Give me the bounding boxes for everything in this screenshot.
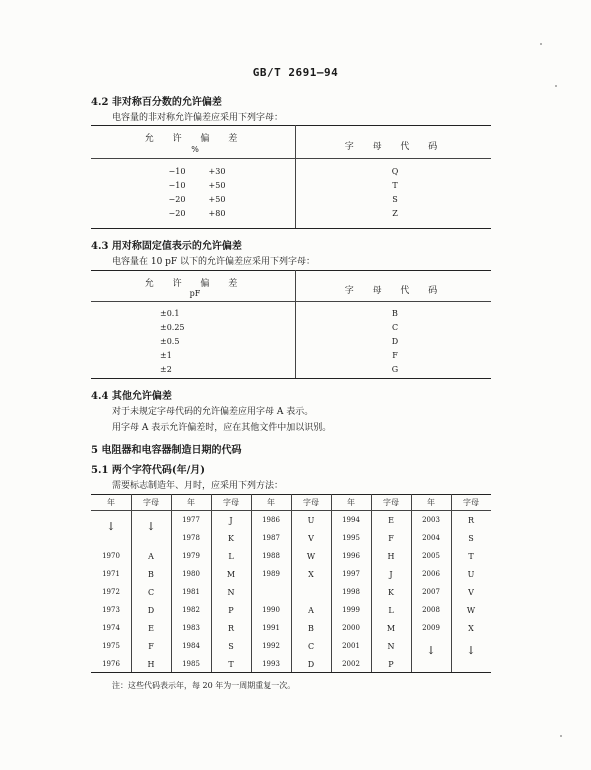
month-letter: P <box>388 660 394 669</box>
standard-code: GB/T 2691—94 <box>252 66 339 79</box>
month-letter: T <box>228 660 234 669</box>
month-letter: N <box>227 588 235 597</box>
year-value: 1988 <box>262 552 280 560</box>
year-value: 1984 <box>182 642 200 650</box>
header-letter: 字母 <box>143 498 159 507</box>
section-4-3-title: 4.3 用对称固定值表示的允许偏差 <box>91 241 242 252</box>
year-value: 1973 <box>102 606 120 614</box>
tolerance-value: ±0.1 <box>160 309 180 318</box>
tolerance-lower: −20 <box>168 209 186 218</box>
year-value: 1991 <box>262 624 280 632</box>
table-4-3-unit: pF <box>189 289 201 298</box>
down-arrow-icon: ↓ <box>426 644 436 657</box>
month-letter: E <box>388 516 394 525</box>
header-year: 年 <box>267 498 275 507</box>
year-value: 2006 <box>422 570 440 578</box>
year-value: 1994 <box>342 516 360 524</box>
table-4-2-unit: % <box>191 145 199 154</box>
month-letter: A <box>148 552 154 561</box>
section-4-2-intro: 电容量的非对称允许偏差应采用下列字母： <box>112 113 284 123</box>
scan-speck <box>555 85 557 87</box>
month-letter: U <box>467 570 475 579</box>
year-value: 1995 <box>342 534 360 542</box>
month-letter: B <box>308 624 314 633</box>
month-letter: V <box>308 534 314 543</box>
year-value: 1978 <box>182 534 200 542</box>
month-letter: V <box>468 588 474 597</box>
letter-code: F <box>392 351 398 360</box>
tolerance-lower: −10 <box>168 181 186 190</box>
tolerance-value: ±2 <box>160 365 172 374</box>
year-value: 1972 <box>102 588 120 596</box>
year-value: 1976 <box>102 660 120 668</box>
down-arrow-icon: ↓ <box>466 644 476 657</box>
year-value: 2009 <box>422 624 440 632</box>
letter-code: Z <box>392 209 398 218</box>
table-4-2-col-code: 字 母 代 码 <box>344 142 446 152</box>
month-letter: D <box>147 606 155 615</box>
letter-code: Q <box>391 167 399 176</box>
year-value: 1998 <box>342 588 360 596</box>
down-arrow-icon: ↓ <box>106 520 116 533</box>
year-value: 2004 <box>422 534 440 542</box>
month-letter: F <box>388 534 394 543</box>
tolerance-lower: −20 <box>168 195 186 204</box>
table-4-3-header-rule <box>91 301 491 302</box>
year-value: 1980 <box>182 570 200 578</box>
year-value: 1977 <box>182 516 200 524</box>
year-value: 1992 <box>262 642 280 650</box>
table-4-2-top-rule <box>91 125 491 126</box>
year-value: 1990 <box>262 606 280 614</box>
table-4-3-divider <box>295 270 296 378</box>
month-letter: C <box>307 642 315 651</box>
tolerance-upper: +50 <box>208 181 226 190</box>
table-4-2-col-tolerance: 允 许 偏 差 <box>144 134 246 144</box>
section-4-4-line-1: 对于未规定字母代码的允许偏差应用字母 A 表示。 <box>112 407 314 417</box>
tolerance-value: ±1 <box>160 351 172 360</box>
year-value: 1983 <box>182 624 200 632</box>
table-4-2-divider <box>295 125 296 228</box>
header-year: 年 <box>427 498 435 507</box>
section-4-3-intro: 电容量在 10 pF 以下的允许偏差应采用下列字母： <box>112 257 316 267</box>
year-value: 2007 <box>422 588 440 596</box>
month-letter: U <box>307 516 315 525</box>
tolerance-upper: +80 <box>208 209 226 218</box>
tolerance-upper: +30 <box>208 167 226 176</box>
month-letter: W <box>466 606 476 615</box>
month-letter: L <box>388 606 394 615</box>
year-value: 1970 <box>102 552 120 560</box>
table-4-2-bottom-rule <box>91 228 491 229</box>
year-value: 2005 <box>422 552 440 560</box>
table-4-3-bottom-rule <box>91 378 491 379</box>
year-value: 2003 <box>422 516 440 524</box>
year-value: 2008 <box>422 606 440 614</box>
tolerance-upper: +50 <box>208 195 226 204</box>
tolerance-value: ±0.25 <box>160 323 185 332</box>
year-table-bottom-rule <box>91 672 491 673</box>
month-letter: L <box>228 552 234 561</box>
month-letter: J <box>229 516 233 525</box>
year-value: 1999 <box>342 606 360 614</box>
year-value: 1989 <box>262 570 280 578</box>
header-letter: 字母 <box>303 498 319 507</box>
year-value: 1974 <box>102 624 120 632</box>
year-value: 1971 <box>102 570 120 578</box>
month-letter: H <box>147 660 155 669</box>
month-letter: J <box>389 570 393 579</box>
header-letter: 字母 <box>383 498 399 507</box>
section-5-1-intro: 需要标志制造年、月时，应采用下列方法： <box>112 481 284 491</box>
month-letter: M <box>386 624 396 633</box>
month-letter: S <box>468 534 474 543</box>
header-year: 年 <box>187 498 195 507</box>
down-arrow-icon: ↓ <box>146 520 156 533</box>
table-4-2-header-rule <box>91 158 491 159</box>
letter-code: D <box>391 337 399 346</box>
year-value: 1982 <box>182 606 200 614</box>
month-letter: W <box>306 552 316 561</box>
year-value: 1981 <box>182 588 200 596</box>
month-letter: T <box>468 552 474 561</box>
year-value: 2001 <box>342 642 360 650</box>
letter-code: T <box>392 181 398 190</box>
year-value: 1975 <box>102 642 120 650</box>
letter-code: S <box>392 195 398 204</box>
month-letter: N <box>387 642 395 651</box>
month-letter: X <box>308 570 314 579</box>
letter-code: G <box>391 365 399 374</box>
table-4-3-top-rule <box>91 270 491 271</box>
month-letter: X <box>468 624 474 633</box>
month-letter: K <box>228 534 234 543</box>
section-5-title: 5 电阻器和电容器制造日期的代码 <box>91 445 242 456</box>
letter-code: B <box>392 309 398 318</box>
table-4-3-col-tolerance: 允 许 偏 差 <box>144 279 246 289</box>
month-letter: P <box>228 606 234 615</box>
month-letter: S <box>228 642 234 651</box>
month-letter: R <box>227 624 235 633</box>
year-value: 2000 <box>342 624 360 632</box>
header-year: 年 <box>107 498 115 507</box>
year-value: 1997 <box>342 570 360 578</box>
section-4-2-title: 4.2 非对称百分数的允许偏差 <box>91 97 222 108</box>
month-letter: C <box>147 588 155 597</box>
year-value: 1985 <box>182 660 200 668</box>
month-letter: D <box>307 660 315 669</box>
year-value: 2002 <box>342 660 360 668</box>
letter-code: C <box>391 323 399 332</box>
year-value: 1996 <box>342 552 360 560</box>
header-letter: 字母 <box>223 498 239 507</box>
header-year: 年 <box>347 498 355 507</box>
section-5-1-title: 5.1 两个字符代码(年/月) <box>91 465 205 476</box>
tolerance-value: ±0.5 <box>160 337 180 346</box>
month-letter: K <box>388 588 394 597</box>
year-value: 1987 <box>262 534 280 542</box>
year-value: 1986 <box>262 516 280 524</box>
month-letter: E <box>148 624 154 633</box>
header-letter: 字母 <box>463 498 479 507</box>
month-letter: F <box>148 642 154 651</box>
table-note: 注：这些代码表示年，每 20 年为一周期重复一次。 <box>112 681 296 690</box>
year-value: 1979 <box>182 552 200 560</box>
month-letter: R <box>467 516 475 525</box>
section-4-4-title: 4.4 其他允许偏差 <box>91 391 172 402</box>
month-letter: M <box>226 570 236 579</box>
tolerance-lower: −10 <box>168 167 186 176</box>
scan-speck <box>540 43 542 45</box>
table-4-3-col-code: 字 母 代 码 <box>344 286 446 296</box>
month-letter: H <box>387 552 395 561</box>
year-value: 1993 <box>262 660 280 668</box>
month-letter: B <box>148 570 154 579</box>
month-letter: A <box>308 606 314 615</box>
section-4-4-line-2: 用字母 A 表示允许偏差时，应在其他文件中加以识别。 <box>112 423 332 433</box>
scan-speck <box>560 735 562 737</box>
